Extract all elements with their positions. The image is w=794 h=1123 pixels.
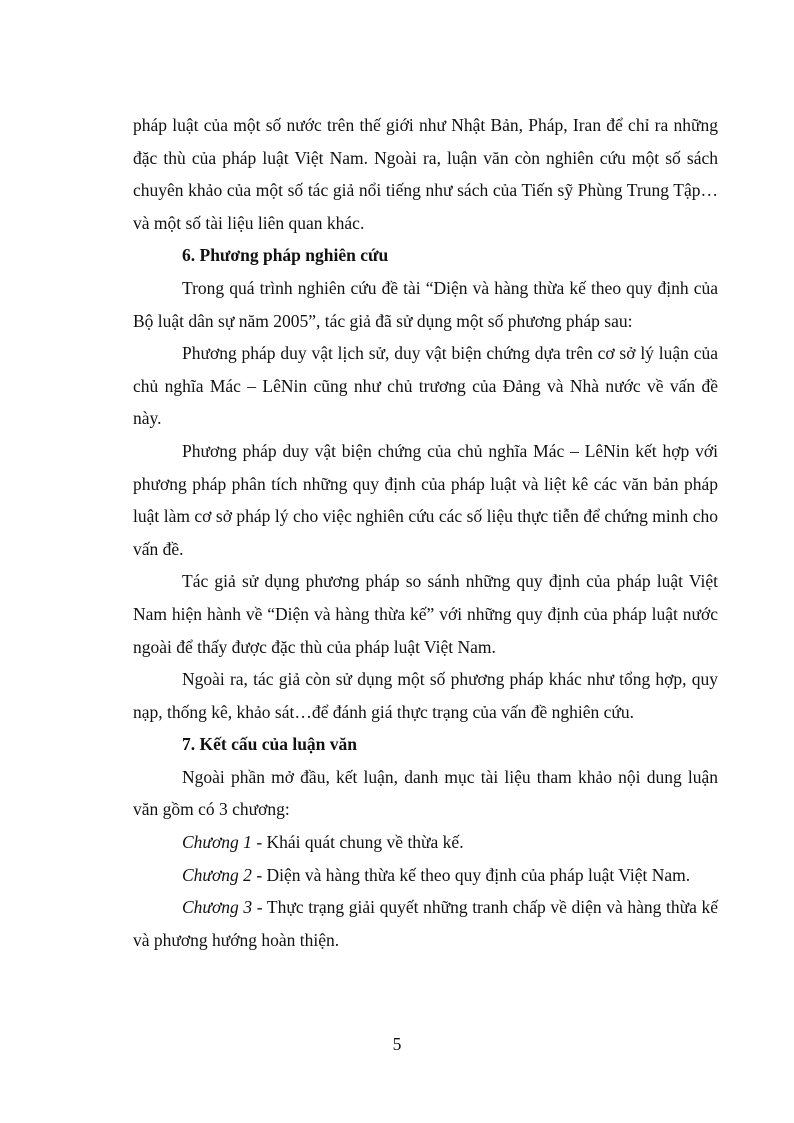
chapter-1-title: - Khái quát chung về thừa kế. [251,832,464,853]
page-content [133,109,718,956]
chapter-3-line [133,891,718,956]
chapter-3-title: - Thực trạng giải quyết những tranh chấp về diện và hàng thừa kế và phương hướng hoàn thiện. [133,897,718,950]
section-7-heading: 7. Kết cấu của luận văn [182,734,358,755]
chapter-2-label: Chương 2 [182,864,252,885]
chapter-2-title: - Diện và hàng thừa kế theo quy định của pháp luật Việt Nam. [251,864,691,885]
intro-paragraph: pháp luật của một số nước trên thế giới như Nhật Bản, Pháp, Iran để chỉ ra những đặc thù của pháp luật Việt Nam. Ngoài ra, luận văn còn nghiên cứu một số sách chuyên khảo của một số tác giả nổi tiếng như sách của Tiến sỹ Phùng Trung Tập…và một số tài liệu liên quan khác. [133,115,718,233]
section-6-paragraph-5: Ngoài ra, tác giả còn sử dụng một số phương pháp khác như tổng hợp, quy nạp, thống kê, khảo sát…để đánh giá thực trạng của vấn đề nghiên cứu. [133,669,718,722]
chapter-1-label: Chương 1 [182,832,252,853]
chapter-1-line [133,826,718,859]
section-6-paragraph-2: Phương pháp duy vật lịch sử, duy vật biện chứng dựa trên cơ sở lý luận của chủ nghĩa Mác – LêNin cũng như chủ trương của Đảng và Nhà nước về vấn đề này. [133,343,718,429]
section-6-paragraph-1: Trong quá trình nghiên cứu đề tài “Diện và hàng thừa kế theo quy định của Bộ luật dân sự năm 2005”, tác giả đã sử dụng một số phương pháp sau: [133,277,718,331]
chapter-3-label: Chương 3 [182,897,253,918]
section-6-paragraph-3: Phương pháp duy vật biện chứng của chủ nghĩa Mác – LêNin kết hợp với phương pháp phân tích những quy định của pháp luật và liệt kê các văn bản pháp luật làm cơ sở pháp lý cho việc nghiên cứu các số liệu thực tiễn để chứng minh cho vấn đề. [133,440,718,559]
section-7-intro: Ngoài phần mở đầu, kết luận, danh mục tài liệu tham khảo nội dung luận văn gồm có 3 chương: [133,766,718,820]
page-number: 5 [392,1034,402,1054]
section-6-heading: 6. Phương pháp nghiên cứu [182,245,389,266]
section-6-paragraph-4: Tác giả sử dụng phương pháp so sánh những quy định của pháp luật Việt Nam hiện hành về “Diện và hàng thừa kế” với những quy định của pháp luật nước ngoài để thấy được đặc thù của pháp luật Việt Nam. [133,571,718,657]
chapter-2-line [133,859,718,892]
